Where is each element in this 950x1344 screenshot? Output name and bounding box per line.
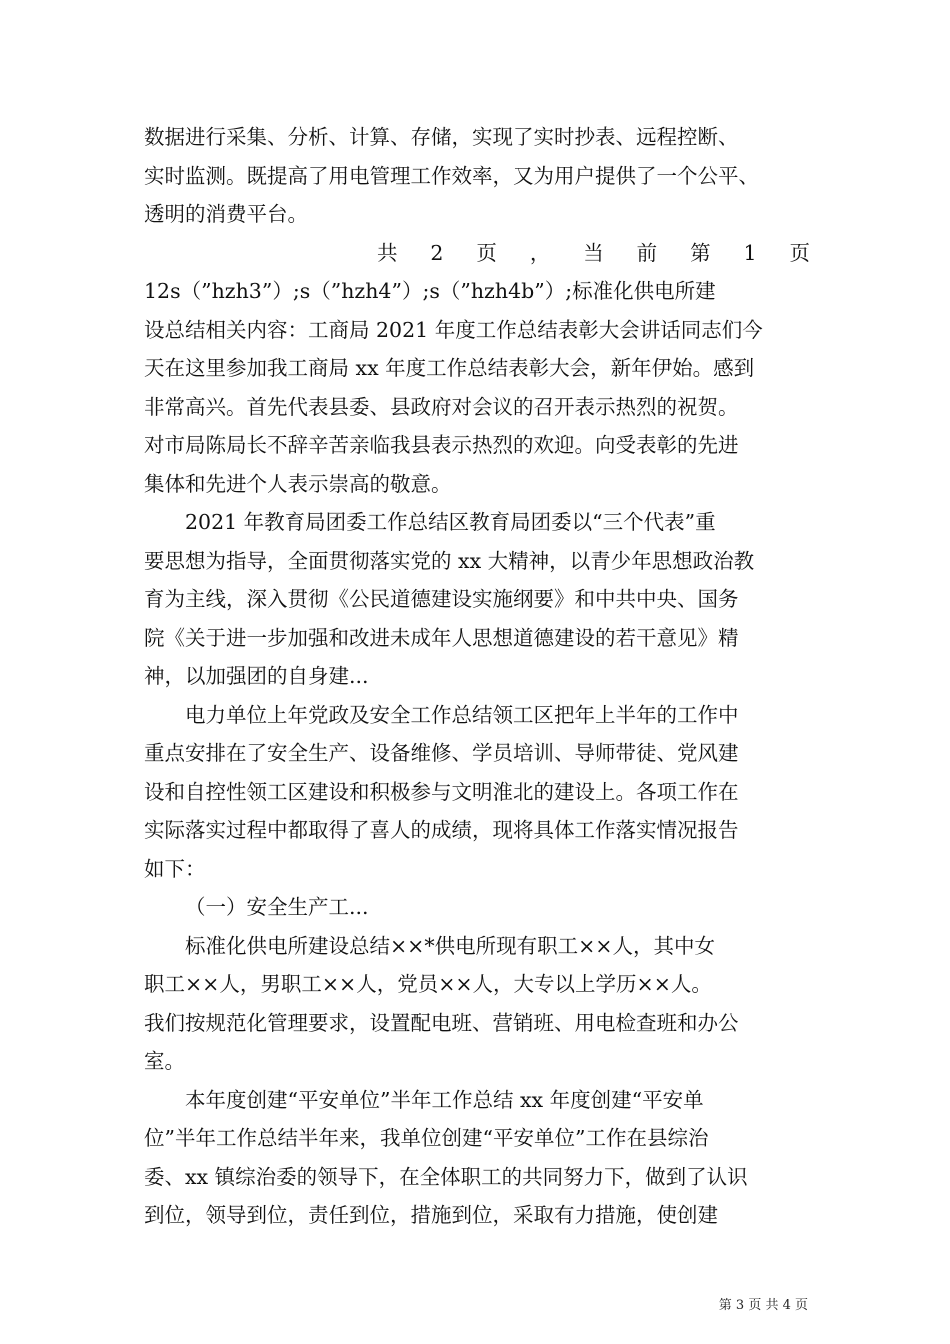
page-counter-part: 页 <box>476 240 497 265</box>
text-line: 标准化供电所建设总结××*供电所现有职工××人，其中女 <box>185 933 715 958</box>
paragraph-power-station <box>144 927 810 1081</box>
page-counter-part: 第 <box>690 240 711 265</box>
text-line: （一）安全生产工... <box>185 895 369 919</box>
page-counter-part: 前 <box>636 240 658 265</box>
text-line: 实时监测。既提高了用电管理工作效率，又为用户提供了一个公平、 <box>144 163 759 188</box>
text-line: 位”半年工作总结半年来，我单位创建“平安单位”工作在县综治 <box>144 1126 709 1150</box>
page-counter-part: 1 <box>743 240 757 265</box>
text-line: 到位，领导到位，责任到位，措施到位，采取有力措施，使创建 <box>144 1203 718 1227</box>
text-line: 2021 年教育局团委工作总结区教育局团委以“三个代表”重 <box>185 510 716 534</box>
text-line: 如下： <box>144 856 206 881</box>
paragraph-safety-heading <box>144 888 810 927</box>
paragraph-education-bureau <box>144 503 810 696</box>
text-line: 对市局陈局长不辞辛苦亲临我县表示热烈的欢迎。向受表彰的先进 <box>144 433 739 457</box>
document-body <box>144 118 810 1235</box>
paragraph-intro <box>144 118 810 234</box>
text-line: 本年度创建“平安单位”半年工作总结 xx 年度创建“平安单 <box>185 1087 704 1112</box>
text-line: 职工××人，男职工××人，党员××人，大专以上学历××人。 <box>144 972 712 996</box>
page-counter-part: 页 <box>789 240 810 265</box>
page-counter-part: 共 <box>377 240 398 265</box>
paragraph-safe-unit <box>144 1081 810 1235</box>
text-line: 设总结相关内容：工商局 2021 年度工作总结表彰大会讲话同志们今 <box>144 317 763 342</box>
text-line: 12s（”hzh3”）;s（”hzh4”）;s（”hzh4b”）;标准化供电所建 <box>144 279 716 303</box>
inline-page-counter <box>144 234 810 273</box>
text-line: 非常高兴。首先代表县委、县政府对会议的召开表示热烈的祝贺。 <box>144 394 739 419</box>
text-line: 电力单位上年党政及安全工作总结领工区把年上半年的工作中 <box>185 702 739 727</box>
paragraph-power-unit <box>144 696 810 889</box>
text-line: 院《关于进一步加强和改进未成年人思想道德建设的若干意见》精 <box>144 625 739 650</box>
page-counter-part: 当 <box>583 240 604 265</box>
text-line: 室。 <box>144 1049 185 1073</box>
text-line: 设和自控性领工区建设和积极参与文明淮北的建设上。各项工作在 <box>144 779 739 804</box>
text-line: 实际落实过程中都取得了喜人的成绩，现将具体工作落实情况报告 <box>144 818 739 842</box>
text-line: 透明的消费平台。 <box>144 202 308 226</box>
text-line: 天在这里参加我工商局 xx 年度工作总结表彰大会，新年伊始。感到 <box>144 356 755 380</box>
text-line: 育为主线，深入贯彻《公民道德建设实施纲要》和中共中央、国务 <box>144 587 739 611</box>
page-counter-part: ， <box>529 240 551 265</box>
text-line: 集体和先进个人表示崇高的敬意。 <box>144 471 452 496</box>
text-line: 数据进行采集、分析、计算、存储，实现了实时抄表、远程控断、 <box>144 125 739 149</box>
paragraph-related <box>144 272 810 503</box>
page-footer: 第 3 页 共 4 页 <box>718 1298 808 1313</box>
text-line: 委、xx 镇综治委的领导下，在全体职工的共同努力下，做到了认识 <box>144 1164 748 1189</box>
text-line: 神，以加强团的自身建... <box>144 664 369 688</box>
text-line: 重点安排在了安全生产、设备维修、学员培训、导师带徒、党风建 <box>144 741 739 765</box>
page-counter-part: 2 <box>430 240 444 265</box>
text-line: 我们按规范化管理要求，设置配电班、营销班、用电检查班和办公 <box>144 1010 739 1035</box>
text-line: 要思想为指导，全面贯彻落实党的 xx 大精神，以青少年思想政治教 <box>144 548 755 573</box>
